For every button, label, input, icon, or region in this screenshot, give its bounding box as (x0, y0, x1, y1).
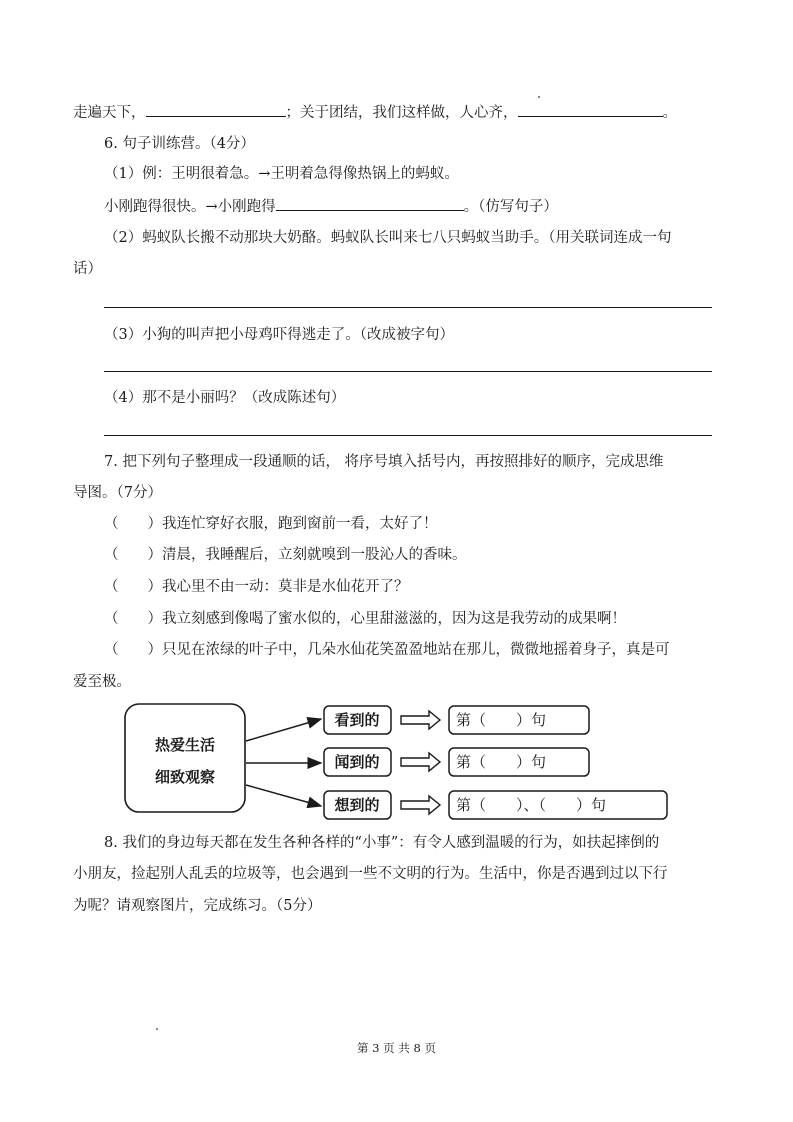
q6-s2-answer-line[interactable] (104, 307, 712, 308)
q5-text-1: 走遍天下， (73, 105, 146, 121)
branch-label-seen: 看到的 (334, 711, 380, 729)
q5-blank-2[interactable] (518, 101, 663, 117)
q7-item-1 (104, 514, 438, 534)
q6-s3: （3）小狗的叫声把小母鸡吓得逃走了。（改成被字句） (104, 327, 454, 343)
q6-s1-example: （1）例：王明很着急。→王明着急得像热锅上的蚂蚁。 (104, 166, 459, 182)
q7-item-4-paren[interactable]: （ ） (104, 611, 162, 627)
q6-s1-task (104, 195, 558, 217)
q7-item-2-paren[interactable]: （ ） (104, 547, 162, 563)
q7-heading-line1: 7. 把下列句子整理成一段通顺的话， 将序号填入括号内，再按照排好的顺序，完成思维 (104, 454, 664, 470)
q6-heading: 6. 句子训练营。（4分） (104, 136, 255, 152)
q6-s1-blank[interactable] (276, 195, 464, 211)
center-box (125, 704, 245, 812)
q6-s3-answer-line[interactable] (104, 371, 712, 372)
q6-s4-answer-line[interactable] (104, 435, 712, 436)
q5-fill-line (73, 101, 677, 123)
q6-s1-task-a: 小刚跑得很快。→小刚跑得 (104, 199, 276, 215)
q7-heading-line2: 导图。（7分） (73, 485, 162, 501)
q7-item-4 (104, 609, 626, 629)
q7-item-1-paren[interactable]: （ ） (104, 516, 162, 532)
double-arrow-icon (401, 711, 440, 729)
answer-text-seen: 第（ ）句 (456, 711, 547, 729)
q7-item-2 (104, 545, 467, 565)
q7-item-5-line2: 爱至极。 (73, 674, 131, 690)
branch-label-thought: 想到的 (334, 796, 380, 814)
q8-line2: 小朋友，捡起别人乱丢的垃圾等，也会遇到一些不文明的行为。生活中，你是否遇到过以下行 (73, 866, 668, 882)
arrow-to-thought (246, 785, 321, 806)
q6-s4: （4）那不是小丽吗？（改成陈述句） (104, 390, 346, 406)
q8-line3: 为呢？请观察图片，完成练习。（5分） (73, 898, 322, 914)
center-text-2: 细致观察 (154, 768, 216, 786)
branch-label-smelled: 闻到的 (334, 753, 380, 771)
q7-item-1-text: 我连忙穿好衣服，跑到窗前一看，太好了！ (162, 516, 438, 532)
q7-item-5-text: 只见在浓绿的叶子中，几朵水仙花笑盈盈地站在那儿，微微地摇着身子，真是可 (162, 642, 670, 658)
q8-line1: 8. 我们的身边每天都在发生各种各样的“小事”：有令人感到温暖的行为，如扶起摔倒的 (104, 835, 660, 851)
q5-text-3: 。 (662, 105, 677, 121)
double-arrow-icon (401, 796, 440, 814)
q5-blank-1[interactable] (146, 101, 286, 117)
center-text-1: 热爱生活 (154, 736, 216, 754)
page-number: 第 3 页 共 8 页 (357, 1041, 436, 1055)
double-arrow-icon (401, 753, 440, 771)
q5-text-2: ；关于团结，我们这样做，人心齐， (285, 105, 518, 121)
speck (156, 1028, 158, 1030)
arrow-to-seen (246, 719, 321, 741)
q7-item-3 (104, 577, 409, 597)
q6-s1-task-b: 。（仿写句子） (463, 199, 558, 215)
q7-item-2-text: 清晨，我睡醒后，立刻就嗅到一股沁人的香味。 (162, 547, 467, 563)
q6-s2-line2: 话） (73, 261, 102, 277)
q7-item-3-paren[interactable]: （ ） (104, 579, 162, 595)
mind-map-diagram (118, 697, 678, 825)
q6-s2-line1: （2）蚂蚁队长搬不动那块大奶酪。蚂蚁队长叫来七八只蚂蚁当助手。（用关联词连成一句 (104, 230, 672, 246)
speck (538, 96, 540, 98)
q7-item-4-text: 我立刻感到像喝了蜜水似的，心里甜滋滋的，因为这是我劳动的成果啊！ (162, 611, 626, 627)
q7-item-3-text: 我心里不由一动：莫非是水仙花开了？ (162, 579, 409, 595)
q7-item-5-paren[interactable]: （ ） (104, 642, 162, 658)
answer-text-thought: 第（ ）、（ ）句 (456, 796, 607, 814)
q7-item-5 (104, 640, 670, 660)
answer-text-smelled: 第（ ）句 (456, 753, 547, 771)
